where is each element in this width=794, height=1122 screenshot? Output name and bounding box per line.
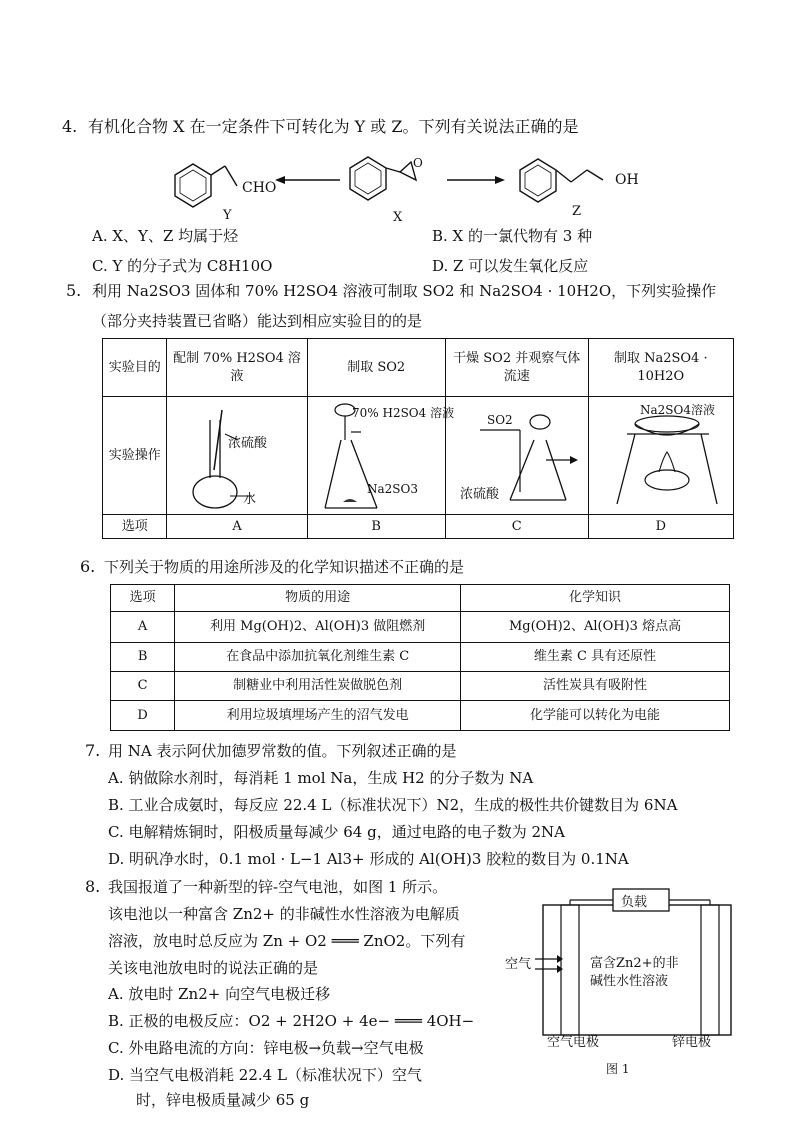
- q5-row-label-choice: 选项: [103, 515, 167, 539]
- q5-number: 5.: [66, 281, 82, 300]
- figure-caption: 图 1: [606, 1062, 630, 1076]
- q5-purpose-a: 配制 70% H2SO4 溶液: [167, 339, 307, 397]
- q6-row-c-knowledge: 活性炭具有吸附性: [461, 672, 730, 701]
- q8-stem-line3: 溶液，放电时总反应为 Zn + O2 ═══ ZnO2。下列有: [108, 932, 466, 950]
- q8-stem-line4: 关该电池放电时的说法正确的是: [108, 959, 319, 977]
- battery-air-label: 空气: [505, 957, 532, 972]
- q5-b-acid-label: 70% H2SO4 溶液: [352, 406, 455, 420]
- q8-stem-line1: 我国报道了一种新型的锌-空气电池，如图 1 所示。: [108, 878, 448, 896]
- q7-option-c: C. 电解精炼铜时，阳极质量每减少 64 g，通过电路的电子数为 2NA: [108, 823, 565, 841]
- q6-row-d-option: D: [111, 701, 175, 731]
- zinc-electrode-label: 锌电极: [672, 1035, 712, 1050]
- q4-option-c: C. Y 的分子式为 C8H10O: [92, 257, 273, 275]
- q6-row-d-usage: 利用垃圾填埋场产生的沼气发电: [175, 701, 461, 731]
- battery-solution-label-1: 富含Zn2+的非: [590, 956, 679, 971]
- q5-row-label-purpose: 实验目的: [103, 339, 167, 397]
- q6-row-c-option: C: [111, 672, 175, 701]
- q7-option-d: D. 明矾净水时，0.1 mol · L−1 Al3+ 形成的 Al(OH)3 胶粒的数目为 0.1NA: [108, 850, 629, 868]
- q4-option-b: B. X 的一氯代物有 3 种: [432, 227, 593, 245]
- q6-header-option: 选项: [111, 585, 175, 612]
- q7-option-b: B. 工业合成氨时，每反应 22.4 L（标准状况下）N2，生成的极性共价键数目为 6NA: [108, 796, 678, 814]
- q8-option-a: A. 放电时 Zn2+ 向空气电极迁移: [108, 985, 331, 1003]
- q5-b-salt-label: Na2SO3: [367, 482, 418, 496]
- q6-row-a-knowledge: Mg(OH)2、Al(OH)3 熔点高: [461, 612, 730, 643]
- q6-row-b-knowledge: 维生素 C 具有还原性: [461, 643, 730, 672]
- q5-purpose-b: 制取 SO2: [307, 339, 445, 397]
- battery-load-label: 负载: [621, 895, 648, 910]
- q8-stem-line2: 该电池以一种富含 Zn2+ 的非碱性水性溶液为电解质: [108, 905, 460, 923]
- q5-c-acid-label: 浓硫酸: [460, 487, 500, 502]
- q6-number: 6.: [80, 557, 96, 576]
- q5-stem-line1: 利用 Na2SO3 固体和 70% H2SO4 溶液可制取 SO2 和 Na2SO4 · 10H2O，下列实验操作: [92, 282, 717, 300]
- q6-table: [110, 584, 730, 731]
- q5-choice-d: D: [588, 515, 733, 539]
- q8-option-b: B. 正极的电极反应：O2 + 2H2O + 4e− ═══ 4OH−: [108, 1012, 475, 1030]
- q4-label-z: Z: [572, 204, 582, 219]
- q6-row-b-usage: 在食品中添加抗氧化剂维生素 C: [175, 643, 461, 672]
- q8-number: 8.: [85, 877, 101, 896]
- q7-number: 7.: [85, 741, 101, 760]
- q8-option-c: C. 外电路电流的方向：锌电极→负载→空气电极: [108, 1039, 424, 1057]
- q5-purpose-c: 干燥 SO2 并观察气体流速: [445, 339, 588, 397]
- q5-choice-c: C: [445, 515, 588, 539]
- q6-row-d-knowledge: 化学能可以转化为电能: [461, 701, 730, 731]
- q5-d-solution-label: Na2SO4溶液: [640, 403, 715, 417]
- q4-stem: 有机化合物 X 在一定条件下可转化为 Y 或 Z。下列有关说法正确的是: [88, 117, 579, 136]
- q6-row-b-option: B: [111, 643, 175, 672]
- q6-header-knowledge: 化学知识: [461, 585, 730, 612]
- q5-purpose-d: 制取 Na2SO4 · 10H2O: [588, 339, 733, 397]
- q5-a-water-label: 水: [243, 492, 257, 507]
- q6-row-c-usage: 制糖业中利用活性炭做脱色剂: [175, 672, 461, 701]
- q5-choice-a: A: [167, 515, 307, 539]
- q6-header-usage: 物质的用途: [175, 585, 461, 612]
- volumetric-flask-drawing: [170, 400, 300, 512]
- q4-oh-group: OH: [615, 172, 639, 188]
- q7-stem: 用 NA 表示阿伏加德罗常数的值。下列叙述正确的是: [108, 742, 457, 760]
- battery-solution-label-2: 碱性水性溶液: [590, 974, 669, 989]
- q4-cho-group: CHO: [242, 180, 277, 196]
- air-electrode-label: 空气电极: [547, 1035, 600, 1050]
- q6-row-a-usage: 利用 Mg(OH)2、Al(OH)3 做阻燃剂: [175, 612, 461, 643]
- q7-option-a: A. 钠做除水剂时，每消耗 1 mol Na，生成 H2 的分子数为 NA: [108, 769, 534, 787]
- q4-option-a: A. X、Y、Z 均属于烃: [92, 227, 239, 245]
- q5-a-acid-label: 浓硫酸: [228, 436, 268, 451]
- q8-option-d-line2: 时，锌电极质量减少 65 g: [136, 1091, 310, 1109]
- q4-label-x: X: [393, 210, 403, 225]
- q4-option-d: D. Z 可以发生氧化反应: [432, 257, 589, 275]
- q8-option-d-line1: D. 当空气电极消耗 22.4 L（标准状况下）空气: [108, 1066, 422, 1084]
- q6-row-a-option: A: [111, 612, 175, 643]
- q4-epoxide-o: O: [413, 156, 423, 170]
- q6-stem: 下列关于物质的用途所涉及的化学知识描述不正确的是: [104, 558, 465, 576]
- q4-number: 4.: [62, 117, 78, 136]
- q5-choice-b: B: [307, 515, 445, 539]
- q5-row-label-operation: 实验操作: [103, 397, 167, 515]
- q5-c-gas-label: SO2: [487, 413, 513, 427]
- q5-stem-line2: （部分夹持装置已省略）能达到相应实验目的的是: [92, 312, 423, 330]
- q4-label-y: Y: [223, 208, 232, 223]
